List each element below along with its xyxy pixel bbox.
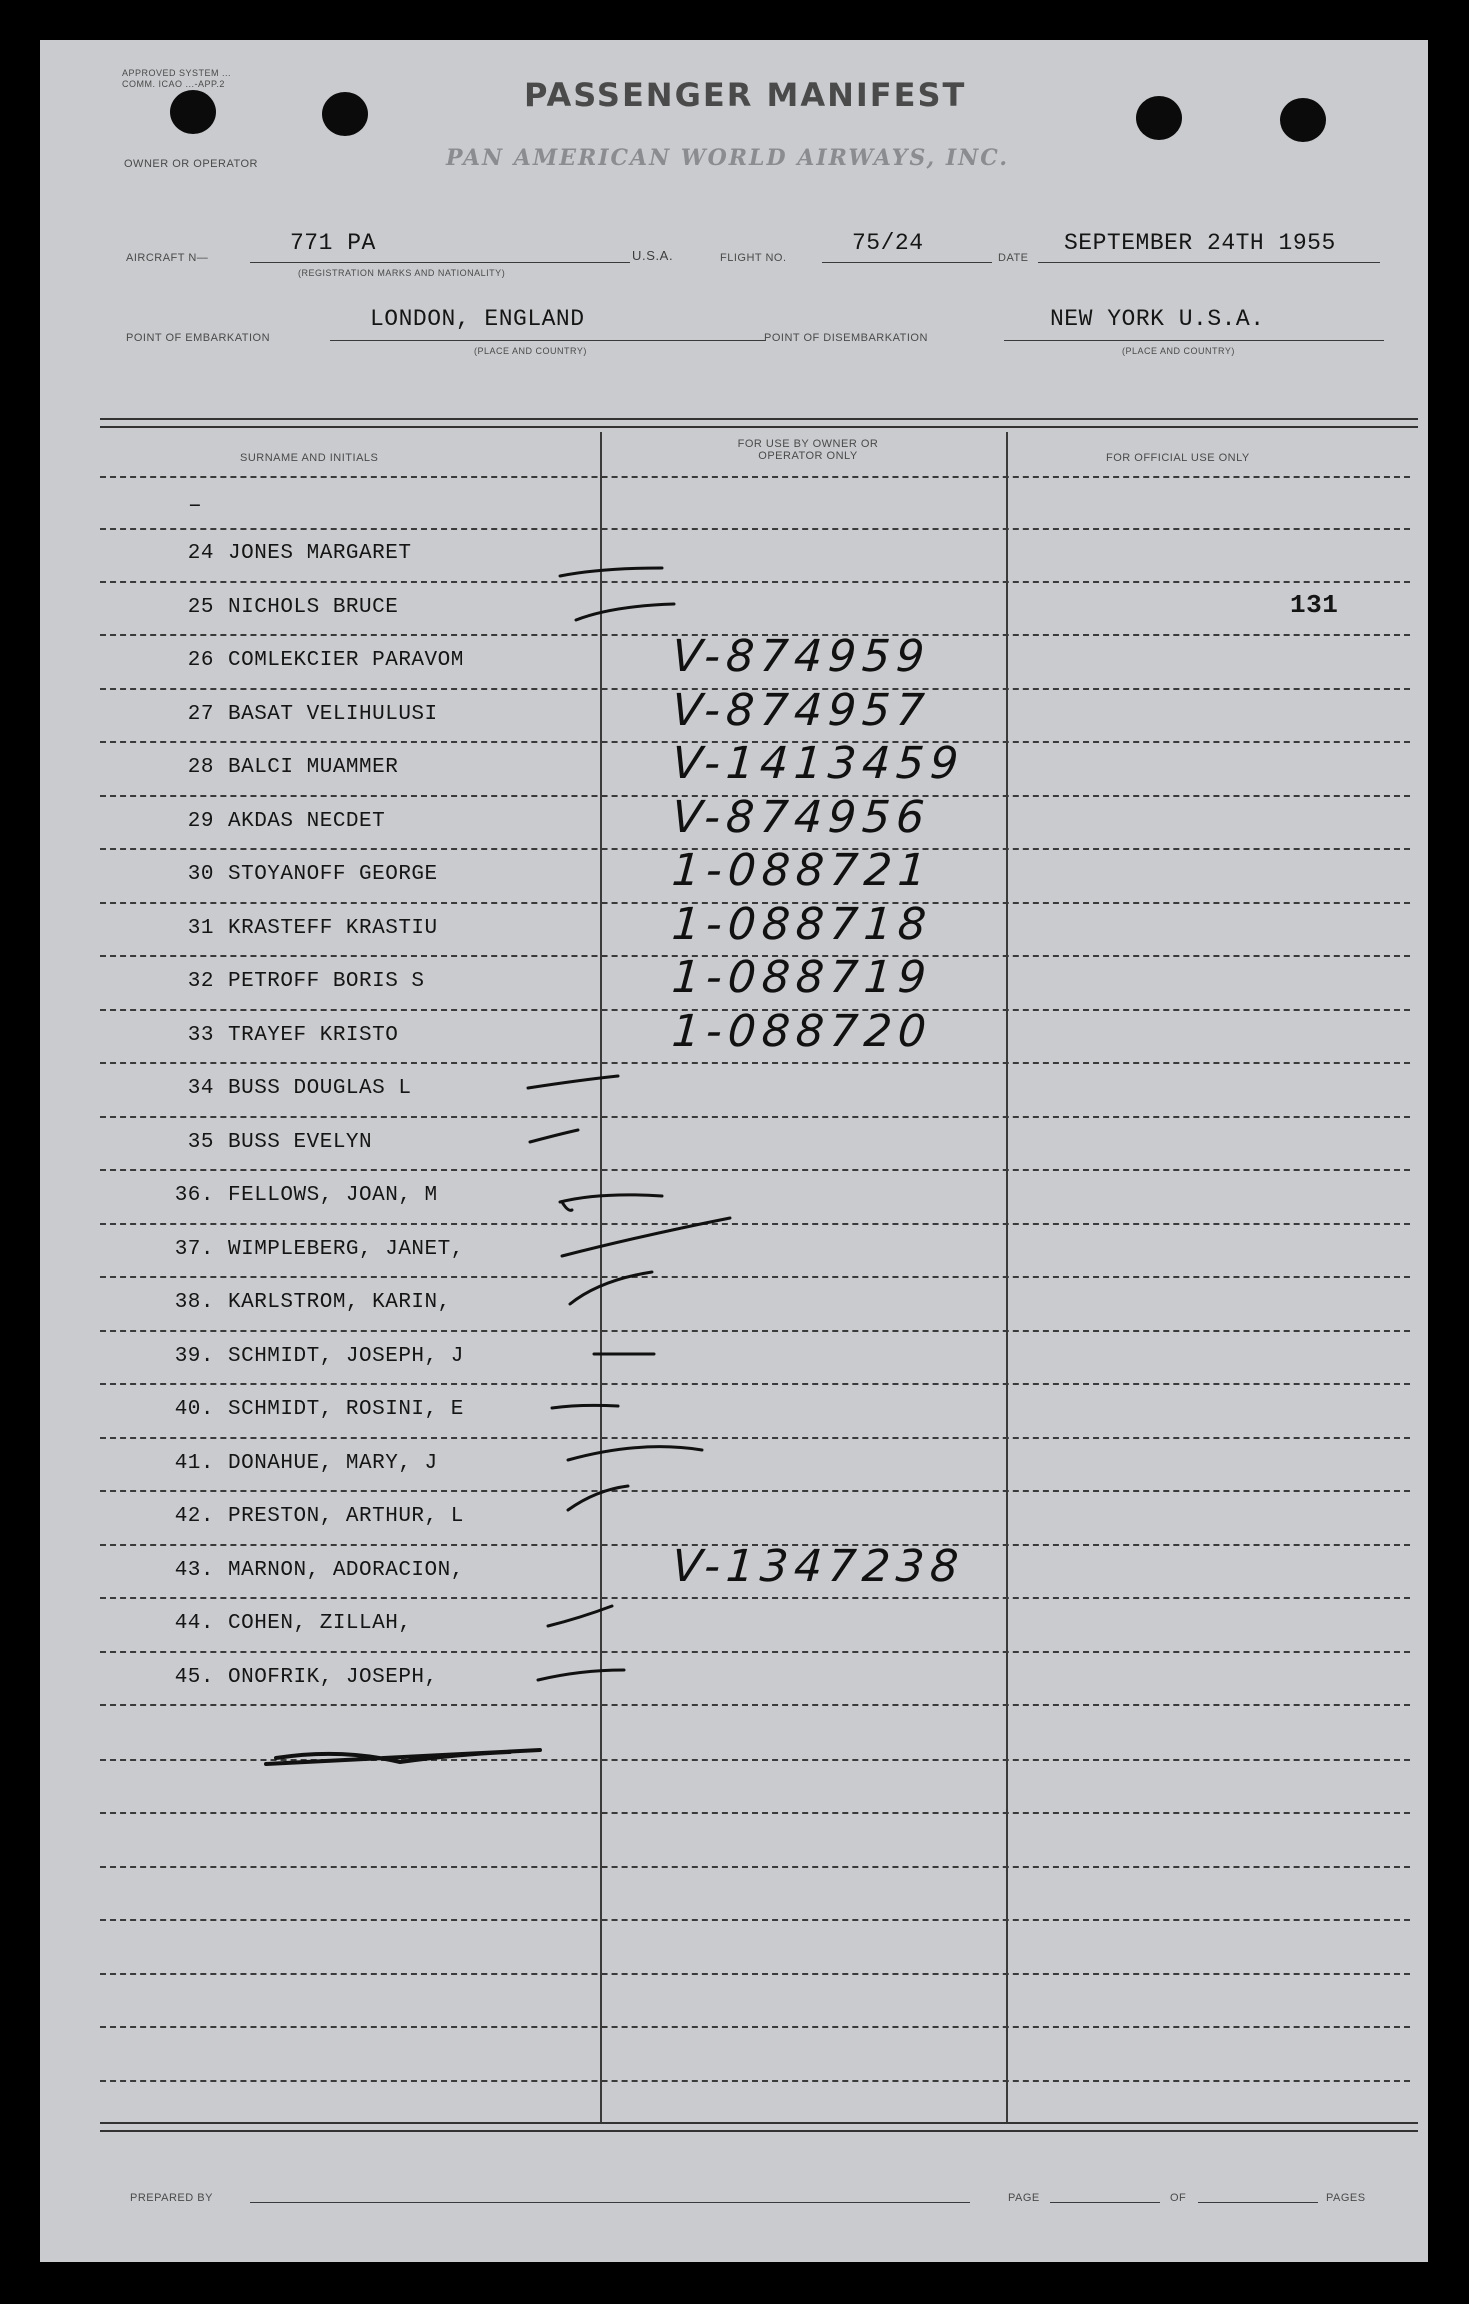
column-header-owner: FOR USE BY OWNER OR OPERATOR ONLY bbox=[737, 438, 879, 462]
surname-initials: PRESTON, ARTHUR, L bbox=[228, 1505, 464, 1528]
pages-label: PAGES bbox=[1326, 2192, 1366, 2204]
row-number: 34 bbox=[187, 1077, 214, 1100]
row-number: 41. bbox=[174, 1451, 214, 1475]
surname-initials: STOYANOFF GEORGE bbox=[228, 863, 438, 886]
registration-note: (REGISTRATION MARKS AND NATIONALITY) bbox=[298, 268, 506, 278]
column-header-official: FOR OFFICIAL USE ONLY bbox=[1106, 452, 1250, 464]
owner-operator-entry: V-874956 bbox=[670, 791, 932, 843]
owner-operator-entry: 1-088719 bbox=[670, 952, 934, 1003]
surname-initials: ONOFRIK, JOSEPH, bbox=[228, 1665, 438, 1689]
row-number: 32 bbox=[187, 970, 214, 993]
owner-operator-entry: V-1347238 bbox=[670, 1540, 966, 1592]
row-number: 30 bbox=[187, 863, 214, 886]
surname-initials: JONES MARGARET bbox=[228, 542, 412, 565]
surname-initials: NICHOLS BRUCE bbox=[228, 595, 399, 619]
surname-initials: KARLSTROM, KARIN, bbox=[228, 1291, 451, 1314]
surname-initials: BASAT VELIHULUSI bbox=[228, 702, 438, 726]
aircraft-label: AIRCRAFT N— bbox=[126, 252, 209, 264]
disembarkation-label: POINT OF DISEMBARKATION bbox=[764, 332, 928, 344]
owner-operator-entry: V-874959 bbox=[670, 631, 932, 682]
surname-initials: WIMPLEBERG, JANET, bbox=[228, 1237, 464, 1261]
row-number: 27 bbox=[187, 702, 214, 726]
row-number: 33 bbox=[187, 1023, 214, 1047]
surname-initials: AKDAS NECDET bbox=[228, 809, 386, 833]
row-number: 25 bbox=[187, 595, 214, 619]
surname-initials: BALCI MUAMMER bbox=[228, 756, 399, 779]
row-number: 24 bbox=[187, 542, 214, 565]
surname-initials: FELLOWS, JOAN, M bbox=[228, 1184, 438, 1207]
embarkation-place: LONDON, ENGLAND bbox=[370, 306, 585, 332]
manifest-title: PASSENGER MANIFEST bbox=[524, 76, 967, 114]
row-number: 38. bbox=[174, 1291, 214, 1314]
prepared-by-label: PREPARED BY bbox=[130, 2192, 213, 2204]
owner-operator-label: OWNER OR OPERATOR bbox=[124, 158, 258, 170]
first-row-mark: – bbox=[188, 492, 203, 518]
row-number: 45. bbox=[174, 1665, 214, 1689]
surname-initials: SCHMIDT, ROSINI, E bbox=[228, 1398, 464, 1421]
aircraft-registration: 771 PA bbox=[290, 230, 376, 256]
row-number: 29 bbox=[187, 809, 214, 833]
disembarkation-place: NEW YORK U.S.A. bbox=[1050, 306, 1265, 332]
owner-operator-entry: 1-088720 bbox=[670, 1005, 934, 1057]
official-use-entry: 131 bbox=[1290, 589, 1339, 620]
operator-name: PAN AMERICAN WORLD AIRWAYS, INC. bbox=[446, 145, 1009, 171]
row-number: 35 bbox=[187, 1130, 214, 1154]
date-label: DATE bbox=[998, 252, 1029, 264]
column-header-name: SURNAME AND INITIALS bbox=[240, 452, 379, 464]
table-bottom-border bbox=[100, 2122, 1418, 2132]
handwritten-check-marks bbox=[40, 40, 1428, 2262]
surname-initials: BUSS DOUGLAS L bbox=[228, 1077, 412, 1100]
row-number: 40. bbox=[174, 1398, 214, 1421]
row-number: 26 bbox=[187, 649, 214, 672]
owner-operator-entry: 1-088718 bbox=[670, 898, 934, 950]
surname-initials: COMLEKCIER PARAVOM bbox=[228, 649, 464, 672]
page-label: PAGE bbox=[1008, 2192, 1040, 2204]
disembark-place-note: (PLACE AND COUNTRY) bbox=[1122, 346, 1235, 356]
row-number: 43. bbox=[174, 1558, 214, 1582]
row-number: 37. bbox=[174, 1237, 214, 1261]
manifest-sheet bbox=[40, 40, 1428, 2262]
surname-initials: SCHMIDT, JOSEPH, J bbox=[228, 1344, 464, 1368]
embarkation-label: POINT OF EMBARKATION bbox=[126, 332, 271, 344]
owner-operator-entry: 1-088721 bbox=[670, 845, 934, 896]
surname-initials: BUSS EVELYN bbox=[228, 1130, 373, 1154]
row-number: 36. bbox=[174, 1184, 214, 1207]
surname-initials: TRAYEF KRISTO bbox=[228, 1023, 399, 1047]
usa-label: U.S.A. bbox=[632, 248, 674, 263]
surname-initials: COHEN, ZILLAH, bbox=[228, 1612, 412, 1635]
of-label: OF bbox=[1170, 2192, 1187, 2204]
row-number: 28 bbox=[187, 756, 214, 779]
flight-no-label: FLIGHT NO. bbox=[720, 252, 787, 264]
approval-stamp: APPROVED SYSTEM ... COMM. ICAO ...-APP.2 bbox=[122, 68, 232, 89]
embark-place-note: (PLACE AND COUNTRY) bbox=[474, 346, 587, 356]
surname-initials: MARNON, ADORACION, bbox=[228, 1558, 464, 1582]
owner-operator-entry: V-1413459 bbox=[670, 738, 966, 789]
owner-operator-entry: V-874957 bbox=[670, 684, 932, 736]
surname-initials: KRASTEFF KRASTIU bbox=[228, 916, 438, 940]
flight-number: 75/24 bbox=[852, 230, 924, 256]
row-number: 31 bbox=[187, 916, 214, 940]
row-number: 44. bbox=[174, 1612, 214, 1635]
row-number: 39. bbox=[174, 1344, 214, 1368]
surname-initials: PETROFF BORIS S bbox=[228, 970, 425, 993]
row-number: 42. bbox=[174, 1505, 214, 1528]
surname-initials: DONAHUE, MARY, J bbox=[228, 1451, 438, 1475]
flight-date: SEPTEMBER 24TH 1955 bbox=[1064, 230, 1336, 256]
